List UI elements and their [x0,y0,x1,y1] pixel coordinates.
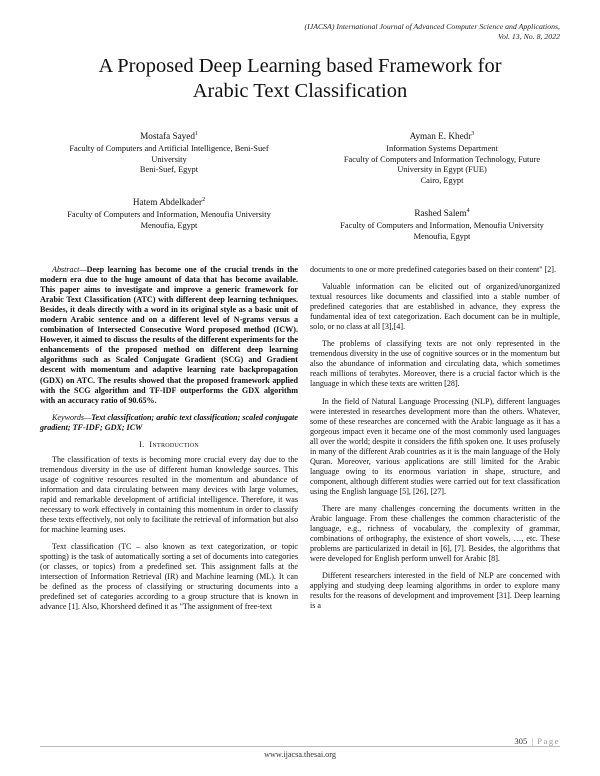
abstract: Abstract—Deep learning has become one of the crucial trends in the modern era due to the huge amount of data that has become available. This paper aims to investigate and improve a generic framework for Arabic Text Classification (ATC) with different deep learning techniques. Besides, it deals directly with a word in its original style as a basic unit of modern Arabic sentence and on a different level of N-grams versus a combination of Intersected Consecutive Word proposed method (ICW). However, it aimed to discuss the results of the different experiments for the enhancements of the proposed method on different deep learning algorithms such as Scaled Conjugate Gradient (SCG) and Gradient descent with momentum and adaptive learning rate backpropagation (GDX) on ATC. The results showed that the proposed framework applied with the SCG algorithm and TF-IDF outperforms the GDX algorithm with an accuracy ratio of 90.65%. [40,265,298,405]
paper-title [40,54,560,104]
keywords: Keywords—Text classification; arabic text classification; scaled conjugate gradient; TF-IDF; GDX; ICW [40,412,298,432]
journal-header [160,22,560,42]
body-paragraph: documents to one or more predefined categories based on their content" [2]. [310,265,557,274]
journal-header-line2: Vol. 13, No. 8, 2022 [498,32,560,41]
paper-title-line2: Arabic Text Classification [192,80,408,102]
footer-divider [40,746,560,747]
author-affiliation: Beni-Suef, Egypt [139,165,199,175]
page-number-value: 305 [514,736,528,746]
left-column [40,265,298,620]
page-number [514,736,560,746]
author-block-1 [40,128,298,176]
right-column [310,265,560,618]
journal-header-line1: (IJACSA) International Journal of Advanced Computer Science and Applications, [304,22,560,31]
body-paragraph: Valuable information can be elicited out of organized/unorganized textual resources like documents and classified into a stable number of predefined categories that are established in advance, they express the fundamental idea of text categorization. Each document can be in multiple, solo, or no class at all [3],[4]. [310,282,560,332]
body-paragraph: Text classification (TC – also known as text categorization, or topic spotting) is the task of automatically sorting a set of documents into categories (or classes, or topics) from a predefined set. This assignment falls at the intersection of Information Retrieval (IR) and Machine learning (ML). It can be defined as the process of classifying or structuring documents into a predefined set of categories according to a group structure that is known in advance [1]. Also, Khorsheed defined it as "The assignment of free-text [40,542,298,612]
author-affiliation: Cairo, Egypt [420,175,464,185]
author-affiliation: Menoufia, Egypt [140,220,198,230]
body-paragraph: The classification of texts is becoming more crucial every day due to the tremendous diversity in the use of different human knowledge sources. This usage of cognitive resources resulted in the momentum and abundance of information and data circulating between many devices with large volumes, rapid and remarkable development of artificial intelligence. Therefore, it was necessary to work effectively in containing this momentum in order to classify these texts effectively, not only to facilitate the retrieval of information but also for machine learning uses. [40,454,298,535]
footer-url[interactable]: www.ijacsa.thesai.org [264,750,336,759]
section-heading-introduction: I. Introduction [138,439,199,449]
author-affiliation: University in Egypt (FUE) [397,165,487,175]
author-block-2 [40,194,298,231]
author-affiliation: Faculty of Computers and Information, Menoufia University [67,210,271,220]
author-name: Ayman E. Khedr$^3$ [409,131,475,142]
author-block-4 [308,205,576,242]
author-name: Mostafa Sayed$^1$ [140,131,198,142]
body-paragraph: In the field of Natural Language Processing (NLP), different languages were interested in researches development more than the others. Whatever, some of these researches are concerned with the Arabic language as it has a gorgeous impact even it became one of the most commonly used languages all over the world; despite it considers the fifth spoken one. It uses profusely in many of the different Arab countries as it is the main language of the Holy Quran. Moreover, various applications are still limited for the Arabic language owing to its enormous variation in shape, structure, and component, although different studies were carried out for text classification using the English language [5], [26], [27]. [310,396,560,496]
page-number-separator: | [531,736,534,746]
body-paragraph: Different researchers interested in the field of NLP are concerned with applying and studying deep learning algorithms in order to explore many results for the reasons of development and improvement [31]. Deep learning is a [310,571,560,611]
body-paragraph: The problems of classifying texts are not only represented in the tremendous diversity in the use of cognitive sources or in the momentum but also the abundance of information and circulating data, which sometimes reach millions of terabytes. Moreover, there is a crucial factor which is the language in which these texts are written [28]. [310,339,560,389]
author-affiliation: Menoufia, Egypt [413,231,471,241]
author-affiliation: Faculty of Computers and Artificial Intelligence, Beni-Suef [69,144,269,154]
body-paragraph: There are many challenges concerning the documents written in the Arabic language. From these challenges the common characteristic of the language, e.g., richness of vocabulary, the complexity of grammar, combinations of orthography, the existence of short vowels, …, etc. These problems are particularized in detail in [6], [7]. Besides, the algorithms that were developed for English perform unwell for Arabic [8]. [310,503,560,564]
author-affiliation: Information Systems Department [386,144,498,154]
author-affiliation: Faculty of Computers and Information, Menoufia University [340,221,544,231]
author-block-3 [308,128,576,186]
page-word: Page [537,736,560,746]
paper-title-line1: A Proposed Deep Learning based Framework for [98,55,502,77]
author-affiliation: Faculty of Computers and Information Technology, Future [343,154,541,164]
author-name: Hatem Abdelkader$^2$ [132,197,206,208]
author-name: Rashed Salem$^4$ [414,208,470,219]
author-affiliation: University [151,154,187,164]
